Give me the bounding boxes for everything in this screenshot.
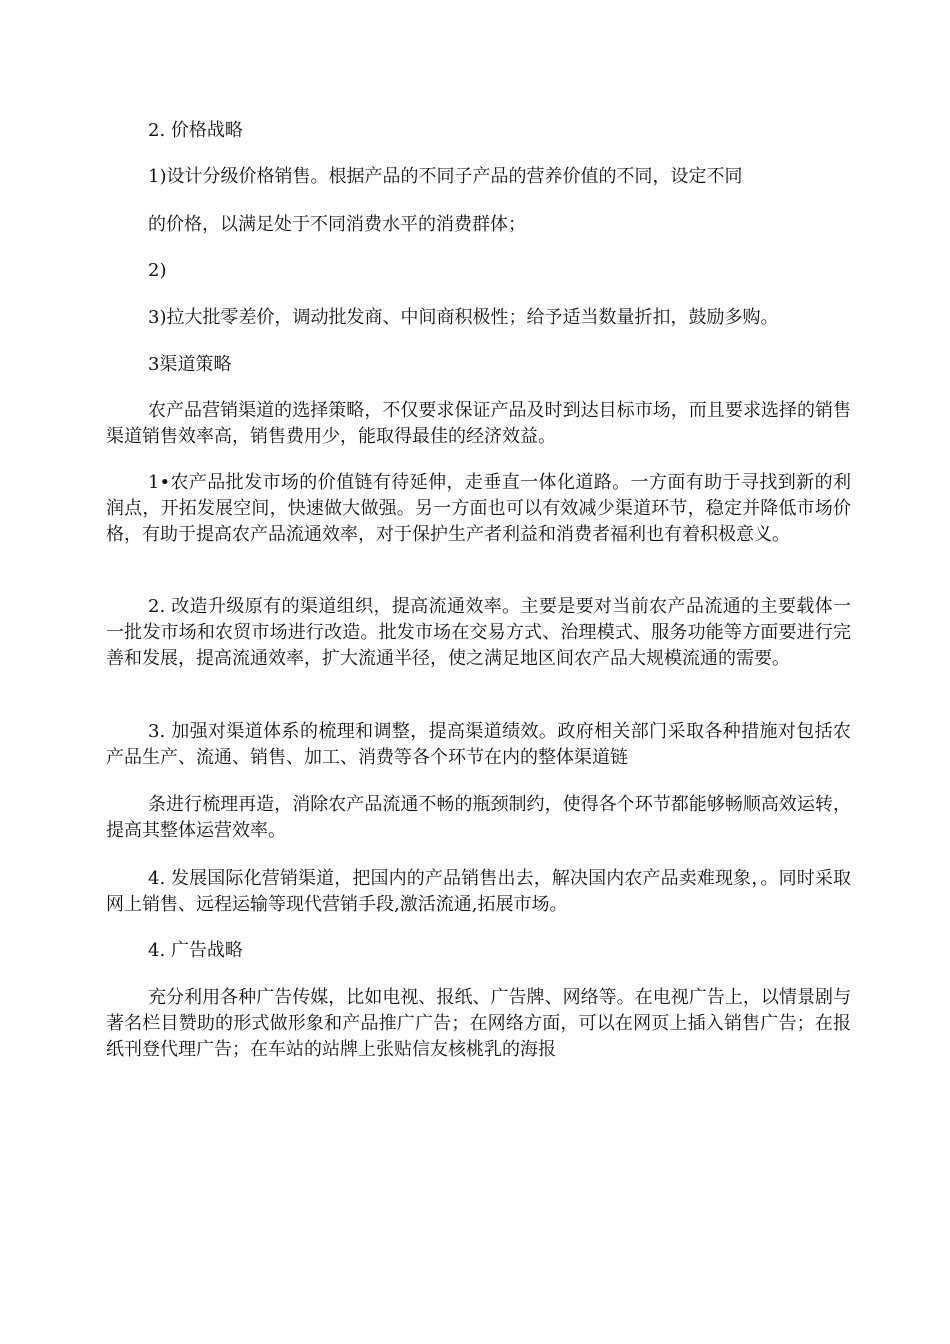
section-heading-price-strategy: 2. 价格战略 <box>148 120 243 141</box>
channel-intro-paragraph: 农产品营销渠道的选择策略，不仅要求保证产品及时到达目标市场，而且要求选择的销售渠道销售效率高，销售费用少，能取得最佳的经济效益。 <box>106 400 851 447</box>
price-item-1: 1)设计分级价格销售。根据产品的不同子产品的营养价值的不同，设定不同 <box>148 166 743 187</box>
section-heading-channel-strategy: 3渠道策略 <box>148 354 232 375</box>
price-item-2: 2) <box>148 260 167 281</box>
section-heading-ad-strategy: 4. 广告战略 <box>148 940 243 961</box>
channel-point-4-paragraph: 4. 发展国际化营销渠道，把国内的产品销售出去，解决国内农产品卖难现象，。同时采取网上销售、远程运输等现代营销手段,激活流通,拓展市场。 <box>106 868 851 915</box>
channel-point-3-paragraph: 3. 加强对渠道体系的梳理和调整，提高渠道绩效。政府相关部门采取各种措施对包括农产品生产、流通、销售、加工、消费等各个环节在内的整体渠道链 <box>106 721 851 768</box>
price-item-3: 3)拉大批零差价，调动批发商、中间商积极性；给予适当数量折扣，鼓励多购。 <box>148 307 779 328</box>
channel-point-3-continued-paragraph: 条进行梳理再造，消除农产品流通不畅的瓶颈制约，使得各个环节都能够畅顺高效运转，提高其整体运营效率。 <box>106 794 851 841</box>
channel-point-2-paragraph: 2. 改造升级原有的渠道组织，提高流通效率。主要是要对当前农产品流通的主要载体一一批发市场和农贸市场进行改造。批发市场在交易方式、治理模式、服务功能等方面要进行完善和发展，提高流通效率，扩大流通半径，使之满足地区间农产品大规模流通的需要。 <box>106 596 851 669</box>
channel-point-1-paragraph: 1•农产品批发市场的价值链有待延伸，走垂直一体化道路。一方面有助于寻找到新的利润点，开拓发展空间，快速做大做强。另一方面也可以有效减少渠道环节，稳定并降低市场价格，有助于提高农产品流通效率，对于保护生产者利益和消费者福利也有着积极意义。 <box>106 472 851 545</box>
ad-strategy-paragraph: 充分利用各种广告传媒，比如电视、报纸、广告牌、网络等。在电视广告上，以情景剧与著名栏目赞助的形式做形象和产品推广广告；在网络方面，可以在网页上插入销售广告；在报纸刊登代理广告；在车站的站牌上张贴信友核桃乳的海报 <box>106 987 851 1060</box>
price-item-1-continued: 的价格，以满足处于不同消费水平的消费群体； <box>148 214 526 235</box>
